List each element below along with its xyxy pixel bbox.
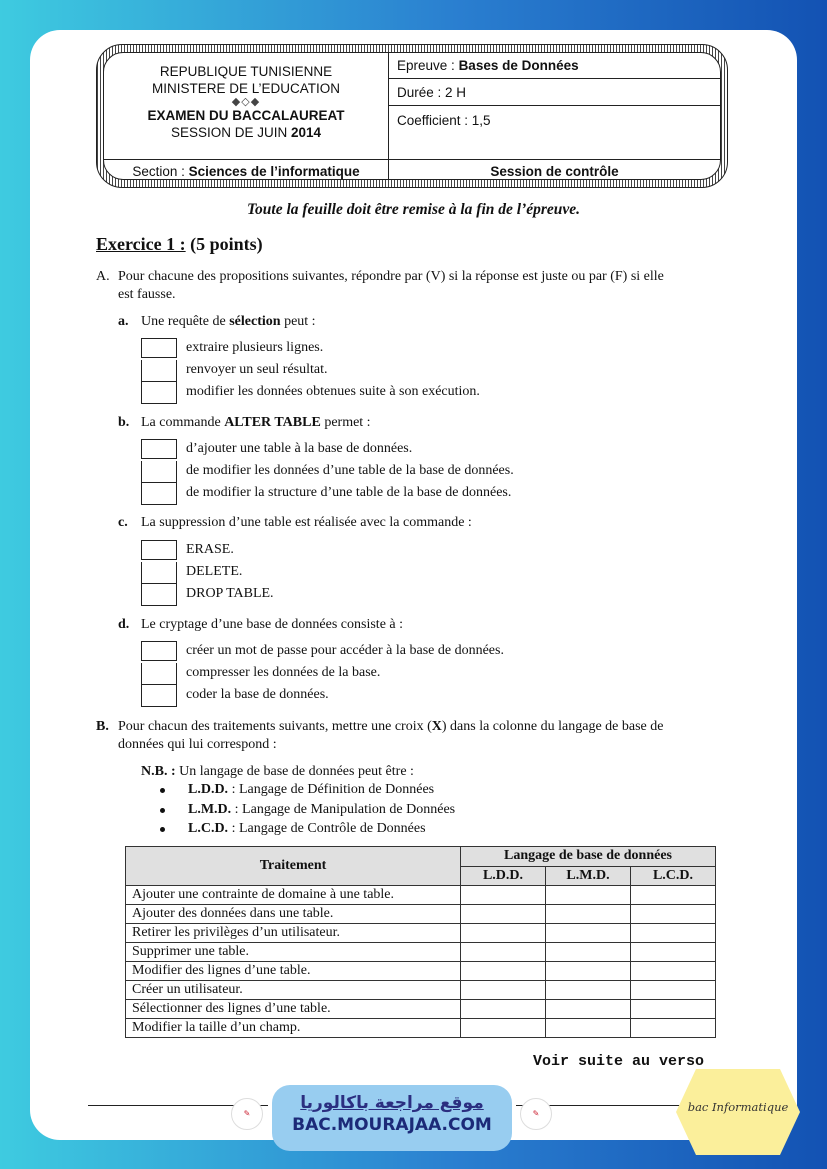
part-b-letter: B. (96, 719, 109, 734)
cell-lcd[interactable] (631, 1019, 716, 1038)
table-row: Ajouter des données dans une table. (126, 905, 716, 924)
col-traitement: Traitement (126, 847, 461, 886)
cell-lcd[interactable] (631, 924, 716, 943)
header-bottom (104, 159, 720, 180)
cell-lcd[interactable] (631, 962, 716, 981)
table-row: Modifier des lignes d’une table. (126, 962, 716, 981)
cell-ldd[interactable] (461, 943, 546, 962)
question-d-letter: d. (118, 617, 130, 632)
coefficient-row: Coefficient : 1,5 (397, 113, 491, 128)
answer-box[interactable] (141, 540, 177, 560)
table-row: Sélectionner des lignes d’une table. (126, 1000, 716, 1019)
part-b-line2: données qui lui correspond : (118, 737, 277, 752)
cell-lmd[interactable] (546, 962, 631, 981)
question-c-letter: c. (118, 515, 128, 530)
answer-box[interactable] (141, 584, 177, 606)
cell-ldd[interactable] (461, 905, 546, 924)
question-b-letter: b. (118, 415, 130, 430)
cell-lmd[interactable] (546, 1000, 631, 1019)
answer-box[interactable] (141, 338, 177, 358)
cell-ldd[interactable] (461, 886, 546, 905)
cell-ldd[interactable] (461, 962, 546, 981)
cell-lmd[interactable] (546, 943, 631, 962)
site-name-arabic: موقع مراجعة باكالوريا (300, 1093, 484, 1113)
question-b-text: La commande ALTER TABLE permet : (141, 415, 371, 430)
header-left (104, 53, 389, 159)
instruction-note: Toute la feuille doit être remise à la fin de l’épreuve. (246, 201, 581, 218)
answer-box[interactable] (141, 483, 177, 505)
table-row: Retirer les privilèges d’un utilisateur. (126, 924, 716, 943)
cell-lmd[interactable] (546, 981, 631, 1000)
question-c-text: La suppression d’une table est réalisée avec la commande : (141, 515, 472, 530)
answer-box[interactable] (141, 461, 177, 483)
cell-lcd[interactable] (631, 943, 716, 962)
site-banner[interactable] (272, 1085, 512, 1151)
question-a-text: Une requête de sélection peut : (141, 314, 316, 329)
table-row: Supprimer une table. (126, 943, 716, 962)
cell-lmd[interactable] (546, 1019, 631, 1038)
part-a-line1: Pour chacune des propositions suivantes, répondre par (V) si la réponse est juste ou par (F) si elle (118, 269, 664, 284)
col-lmd: L.M.D. (546, 866, 631, 886)
site-name-latin: BAC.MOURAJAA.COM (292, 1115, 492, 1135)
exam-header (96, 44, 728, 188)
cell-ldd[interactable] (461, 1000, 546, 1019)
country-name: REPUBLIQUE TUNISIENNE (159, 64, 333, 79)
col-group: Langage de base de données (461, 847, 716, 867)
cell-lcd[interactable] (631, 1000, 716, 1019)
cell-lcd[interactable] (631, 886, 716, 905)
epreuve-row: Epreuve : Bases de Données (389, 53, 721, 79)
ornament-icon: ◆◇◆ (231, 96, 261, 108)
session-line: SESSION DE JUIN 2014 (170, 125, 322, 140)
question-a-letter: a. (118, 314, 129, 329)
answer-box[interactable] (141, 562, 177, 584)
site-logo-icon: ✎ (231, 1098, 263, 1130)
cell-ldd[interactable] (461, 1019, 546, 1038)
col-ldd: L.D.D. (461, 866, 546, 886)
answer-box[interactable] (141, 663, 177, 685)
table-row: Créer un utilisateur. (126, 981, 716, 1000)
exam-name: EXAMEN DU BACCALAUREAT (147, 108, 345, 123)
part-a-letter: A. (96, 269, 110, 284)
exercise-title: Exercice 1 : (5 points) (96, 234, 263, 254)
nb-line: N.B. : Un langage de base de données peut être : (141, 764, 414, 779)
answer-box[interactable] (141, 382, 177, 404)
cell-ldd[interactable] (461, 924, 546, 943)
voir-suite: Voir suite au verso (533, 1053, 705, 1070)
answer-box[interactable] (141, 360, 177, 382)
cell-lmd[interactable] (546, 905, 631, 924)
cell-ldd[interactable] (461, 981, 546, 1000)
section-cell: Section : Sciences de l’informatique (104, 160, 389, 180)
question-d-text: Le cryptage d’une base de données consiste à : (141, 617, 404, 632)
cell-lcd[interactable] (631, 905, 716, 924)
part-a-line2: est fausse. (118, 287, 176, 302)
answer-box[interactable] (141, 439, 177, 459)
part-b-line1: Pour chacun des traitements suivants, mettre une croix (X) dans la colonne du langage de base de (118, 719, 664, 734)
cell-lmd[interactable] (546, 924, 631, 943)
duree-row: Durée : 2 H (389, 80, 721, 106)
ministry-name: MINISTERE DE L’EDUCATION (151, 81, 341, 96)
traitement-table (125, 846, 716, 1038)
cell-lcd[interactable] (631, 981, 716, 1000)
table-row: Ajouter une contrainte de domaine à une table. (126, 886, 716, 905)
answer-box[interactable] (141, 685, 177, 707)
table-row: Modifier la taille d’un champ. (126, 1019, 716, 1038)
answer-box[interactable] (141, 641, 177, 661)
site-logo-icon: ✎ (520, 1098, 552, 1130)
col-lcd: L.C.D. (631, 866, 716, 886)
badge-text: bac Informatique (687, 1100, 789, 1114)
session-type: Session de contrôle (490, 164, 619, 179)
cell-lmd[interactable] (546, 886, 631, 905)
